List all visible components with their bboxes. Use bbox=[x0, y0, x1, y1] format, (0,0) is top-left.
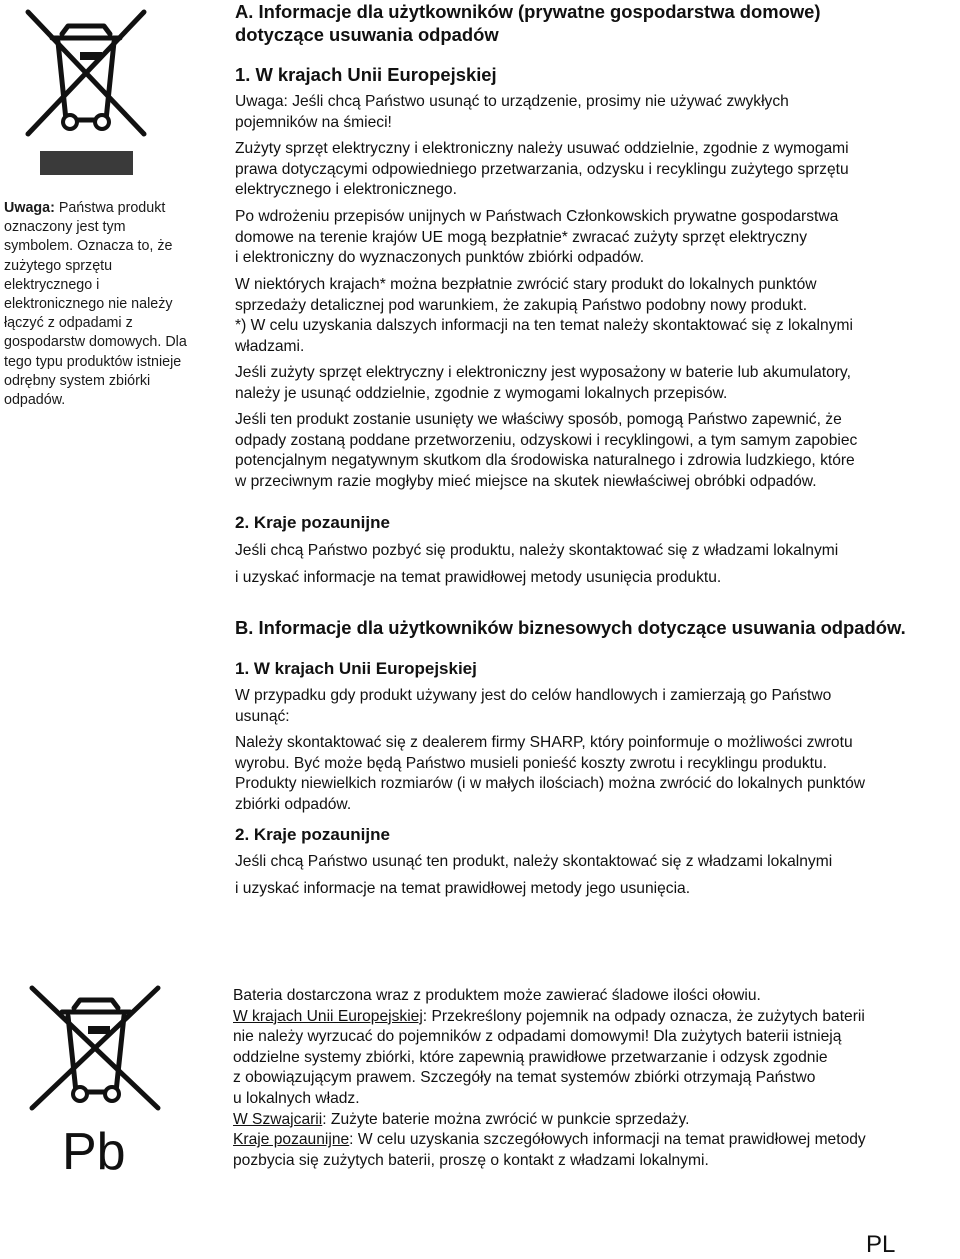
text-line: Uwaga: Jeśli chcą Państwo usunąć to urządzenie, prosimy nie używać zwykłych bbox=[235, 93, 789, 110]
section-a-p1 bbox=[235, 92, 960, 133]
separate-collection-bar bbox=[40, 151, 133, 175]
text-line: pojemników na śmieci! bbox=[235, 113, 392, 131]
crossed-battery-bin-icon bbox=[28, 984, 162, 1112]
battery-ch-text: : Zużyte baterie można zwrócić w punkcie sprzedaży. bbox=[322, 1110, 690, 1128]
section-a-p6 bbox=[235, 410, 960, 492]
text-line: potencjalnym negatywnym skutkom dla środowiska naturalnego i zdrowia ludzkiego, które bbox=[235, 452, 855, 470]
side-note-text: Państwa produkt oznaczony jest tym symbolem. Oznacza to, że zużytego sprzętu elektrycznego i elektronicznego nie należy łączyć z odpadami z gospodarstw domowych. Dla tego typu produktów istnieje odrębny system zbiórki odpadów. bbox=[4, 200, 187, 409]
battery-ch-label: W Szwajcarii bbox=[233, 1110, 323, 1128]
section-a-title: A. Informacje dla użytkowników (prywatne gospodarstwa domowe) bbox=[235, 1, 821, 22]
section-a-p2 bbox=[235, 139, 960, 201]
text-line: z obowiązującym prawem. Szczegóły na temat systemów zbiórki otrzymają Państwo bbox=[233, 1069, 816, 1087]
section-b-sub1: 1. W krajach Unii Europejskiej bbox=[235, 659, 477, 678]
page-language-label: PL bbox=[866, 1231, 896, 1258]
section-b bbox=[235, 616, 960, 639]
text-line: Jeśli zużyty sprzęt elektryczny i elektroniczny jest wyposażony w baterie lub akumulatory, bbox=[235, 364, 851, 381]
text-line: W przypadku gdy produkt używany jest do celów handlowych i zamierzają go Państwo bbox=[235, 687, 832, 704]
text-line: Produkty niewielkich rozmiarów (i w małych ilościach) można zwrócić do lokalnych punktów bbox=[235, 775, 866, 793]
text-line: Należy skontaktować się z dealerem firmy SHARP, który poinformuje o możliwości zwrotu bbox=[235, 734, 853, 751]
battery-non-eu-text: : W celu uzyskania szczegółowych informacji na temat prawidłowej metody bbox=[349, 1131, 866, 1149]
text-line: usunąć: bbox=[235, 707, 290, 725]
text-line: Bateria dostarczona wraz z produktem może zawierać śladowe ilości ołowiu. bbox=[233, 987, 761, 1004]
text-line: władzami. bbox=[235, 337, 305, 355]
battery-non-eu-line bbox=[233, 1130, 960, 1151]
section-a-sub2: 2. Kraje pozaunijne bbox=[235, 513, 390, 532]
text-line: nie należy wyrzucać do pojemników z odpadami domowymi! Dla zużytych baterii istnieją bbox=[233, 1028, 842, 1046]
side-note-bold: Uwaga: bbox=[4, 200, 55, 216]
text-line: domowe na terenie krajów UE mogą bezpłatnie* zwracać zużyty sprzęt elektryczny bbox=[235, 228, 808, 246]
section-b-eu bbox=[235, 658, 960, 680]
text-line: Po wdrożeniu przepisów unijnych w Państwach Członkowskich prywatne gospodarstwa bbox=[235, 208, 839, 225]
battery-eu-line bbox=[233, 1007, 960, 1028]
text-line: elektrycznego i elektronicznego. bbox=[235, 181, 457, 199]
section-b-p2 bbox=[235, 733, 960, 815]
text-line: oddzielne systemy zbiórki, które zapewnią prawidłowe przetwarzanie i odzysk zgodnie bbox=[233, 1048, 828, 1066]
text-line: w przeciwnym razie mogłyby mieć miejsce na skutek niewłaściwej obróbki odpadów. bbox=[235, 472, 817, 490]
text-line: *) W celu uzyskania dalszych informacji na ten temat należy skontaktować się z lokalnymi bbox=[235, 317, 853, 335]
text-line: u lokalnych władz. bbox=[233, 1089, 360, 1107]
text-line: sprzedaży detalicznej pod warunkiem, że zakupią Państwo podobny nowy produkt. bbox=[235, 296, 808, 314]
text-line: odpady zostaną poddane przetworzeniu, odzyskowi i recyklingowi, a tym samym zapobiec bbox=[235, 431, 858, 449]
battery-eu-label: W krajach Unii Europejskiej bbox=[233, 1007, 423, 1025]
text-line: i uzyskać informacje na temat prawidłowej metody usunięcia produktu. bbox=[235, 569, 722, 586]
section-a-title-2: dotyczące usuwania odpadów bbox=[235, 24, 499, 45]
section-a bbox=[235, 0, 960, 46]
battery-non-eu-label: Kraje pozaunijne bbox=[233, 1131, 350, 1149]
section-b-p3 bbox=[235, 848, 960, 902]
battery-eu-text: : Przekreślony pojemnik na odpady oznacza, że zużytych baterii bbox=[422, 1007, 865, 1025]
text-line: Jeśli ten produkt zostanie usunięty we właściwy sposób, pomogą Państwo zapewnić, że bbox=[235, 411, 842, 428]
text-line: W niektórych krajach* można bezpłatnie zwrócić stary produkt do lokalnych punktów bbox=[235, 276, 817, 293]
pb-label: Pb bbox=[62, 1123, 126, 1181]
section-a-p3 bbox=[235, 207, 960, 269]
section-a-sub1: 1. W krajach Unii Europejskiej bbox=[235, 64, 497, 85]
text-line: należy je usunąć oddzielnie, zgodnie z wymogami lokalnych przepisów. bbox=[235, 384, 728, 402]
battery-ch-line bbox=[233, 1110, 960, 1131]
battery-info bbox=[233, 986, 960, 1171]
side-note bbox=[4, 199, 196, 410]
text-line: prawa dotyczącymi odpowiedniego przetwarzania, odzysku i recyklingu zużytego sprzętu bbox=[235, 160, 849, 178]
text-line: pozbycia się zużytych baterii, proszę o kontakt z władzami lokalnymi. bbox=[233, 1151, 709, 1169]
text-line: Zużyty sprzęt elektryczny i elektroniczny należy usuwać oddzielnie, zgodnie z wymogami bbox=[235, 140, 849, 157]
section-a-p7 bbox=[235, 537, 960, 591]
crossed-bin-icon bbox=[24, 8, 148, 138]
section-a-non-eu bbox=[235, 512, 960, 534]
text-line: i uzyskać informacje na temat prawidłowej metody jego usunięcia. bbox=[235, 880, 691, 897]
section-b-sub2: 2. Kraje pozaunijne bbox=[235, 825, 390, 844]
text-line: Jeśli chcą Państwo usunąć ten produkt, należy skontaktować się z władzami lokalnymi bbox=[235, 853, 833, 870]
section-a-p4 bbox=[235, 275, 960, 357]
section-a-p5 bbox=[235, 363, 960, 404]
section-b-title: B. Informacje dla użytkowników biznesowych dotyczące usuwania odpadów. bbox=[235, 617, 906, 638]
text-line: zbiórki odpadów. bbox=[235, 795, 352, 813]
text-line: wyrobu. Być może będą Państwo musieli ponieść koszty zwrotu i recyklingu produktu. bbox=[235, 754, 827, 772]
section-b-p1 bbox=[235, 686, 960, 727]
section-b-non-eu bbox=[235, 824, 960, 846]
text-line: i elektroniczny do wyznaczonych punktów zbiórki odpadów. bbox=[235, 249, 645, 267]
text-line: Jeśli chcą Państwo pozbyć się produktu, należy skontaktować się z władzami lokalnymi bbox=[235, 542, 839, 559]
section-a-eu bbox=[235, 63, 960, 86]
